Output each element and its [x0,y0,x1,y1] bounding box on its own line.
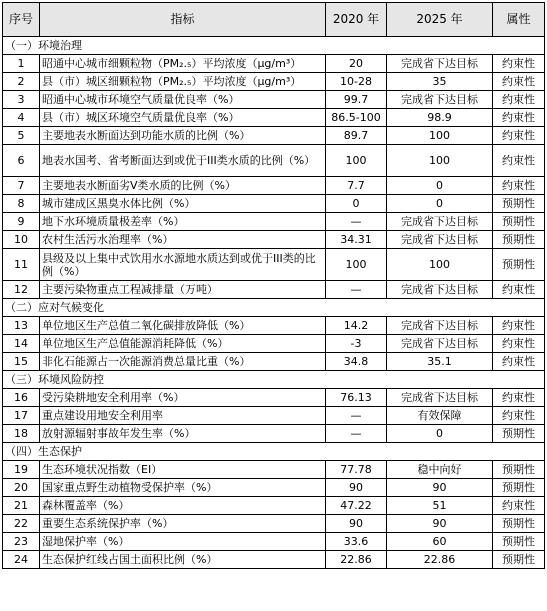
table-row [3,551,545,569]
row-value-2025: 0 [387,425,493,443]
row-value-2020: 0 [326,195,387,213]
table-row [3,195,545,213]
row-indicator: 县（市）城区细颗粒物（PM₂.₅）平均浓度（μg/m³） [40,73,326,91]
row-index: 21 [3,497,40,515]
row-attribute: 预期性 [493,515,545,533]
row-attribute: 预期性 [493,479,545,497]
row-value-2020: 14.2 [326,317,387,335]
row-index: 7 [3,177,40,195]
row-index: 3 [3,91,40,109]
row-indicator: 生态环境状况指数（EI） [40,461,326,479]
header-2020: 2020 年 [326,3,387,37]
row-index: 9 [3,213,40,231]
row-value-2020: 34.31 [326,231,387,249]
row-value-2025: 100 [387,127,493,145]
table-row [3,73,545,91]
row-indicator: 主要地表水断面达到功能水质的比例（%） [40,127,326,145]
row-value-2020: 33.6 [326,533,387,551]
section-row [3,37,545,55]
row-value-2025: 完成省下达目标 [387,213,493,231]
row-value-2020: 34.8 [326,353,387,371]
row-attribute: 约束性 [493,91,545,109]
row-attribute: 约束性 [493,73,545,91]
row-index: 24 [3,551,40,569]
row-attribute: 预期性 [493,231,545,249]
row-attribute: 约束性 [493,281,545,299]
row-value-2020: 77.78 [326,461,387,479]
row-value-2020: — [326,213,387,231]
row-indicator: 主要地表水断面劣V类水质的比例（%） [40,177,326,195]
row-attribute: 预期性 [493,213,545,231]
row-value-2025: 完成省下达目标 [387,317,493,335]
table-row [3,461,545,479]
row-indicator: 单位地区生产总值能源消耗降低（%） [40,335,326,353]
row-index: 5 [3,127,40,145]
row-value-2020: 90 [326,515,387,533]
section-title: （三）环境风险防控 [3,371,545,389]
row-value-2025: 0 [387,177,493,195]
row-value-2025: 完成省下达目标 [387,55,493,73]
table-row [3,515,545,533]
table-row [3,407,545,425]
table-row [3,497,545,515]
row-attribute: 约束性 [493,127,545,145]
row-attribute: 约束性 [493,335,545,353]
row-index: 4 [3,109,40,127]
row-value-2025: 稳中向好 [387,461,493,479]
row-indicator: 农村生活污水治理率（%） [40,231,326,249]
row-index: 16 [3,389,40,407]
row-attribute: 约束性 [493,177,545,195]
row-attribute: 预期性 [493,533,545,551]
row-value-2020: -3 [326,335,387,353]
row-index: 15 [3,353,40,371]
section-row [3,443,545,461]
row-index: 2 [3,73,40,91]
header-row [3,3,545,37]
row-value-2020: 99.7 [326,91,387,109]
header-2025: 2025 年 [387,3,493,37]
row-indicator: 森林覆盖率（%） [40,497,326,515]
row-value-2025: 35 [387,73,493,91]
row-value-2025: 100 [387,145,493,177]
row-value-2020: 7.7 [326,177,387,195]
row-value-2020: 76.13 [326,389,387,407]
row-value-2025: 90 [387,479,493,497]
header-attribute: 属性 [493,3,545,37]
header-index: 序号 [3,3,40,37]
row-index: 6 [3,145,40,177]
row-index: 1 [3,55,40,73]
section-title: （四）生态保护 [3,443,545,461]
row-indicator: 放射源辐射事故年发生率（%） [40,425,326,443]
row-indicator: 主要污染物重点工程减排量（万吨） [40,281,326,299]
row-indicator: 重点建设用地安全利用率 [40,407,326,425]
row-attribute: 约束性 [493,497,545,515]
row-attribute: 约束性 [493,145,545,177]
row-value-2025: 90 [387,515,493,533]
table-row [3,55,545,73]
row-index: 17 [3,407,40,425]
section-row [3,299,545,317]
table-row [3,479,545,497]
section-row [3,371,545,389]
row-value-2025: 有效保障 [387,407,493,425]
row-index: 12 [3,281,40,299]
table-row [3,335,545,353]
row-value-2020: 20 [326,55,387,73]
row-indicator: 昭通中心城市细颗粒物（PM₂.₅）平均浓度（μg/m³） [40,55,326,73]
row-index: 8 [3,195,40,213]
row-value-2025: 51 [387,497,493,515]
row-attribute: 约束性 [493,55,545,73]
row-value-2025: 0 [387,195,493,213]
table-row [3,353,545,371]
row-attribute: 约束性 [493,407,545,425]
row-indicator: 地下水环境质量极差率（%） [40,213,326,231]
section-title: （二）应对气候变化 [3,299,545,317]
table-row [3,231,545,249]
row-indicator: 县（市）城区环境空气质量优良率（%） [40,109,326,127]
row-value-2025: 98.9 [387,109,493,127]
row-indicator: 城市建成区黑臭水体比例（%） [40,195,326,213]
row-index: 19 [3,461,40,479]
row-indicator: 地表水国考、省考断面达到或优于III类水质的比例（%） [40,145,326,177]
table-row [3,281,545,299]
row-value-2025: 100 [387,249,493,281]
row-index: 11 [3,249,40,281]
row-attribute: 约束性 [493,317,545,335]
table-body [3,37,545,569]
row-value-2020: 100 [326,145,387,177]
row-indicator: 县级及以上集中式饮用水水源地水质达到或优于III类的比例（%） [40,249,326,281]
row-indicator: 重要生态系统保护率（%） [40,515,326,533]
row-attribute: 预期性 [493,195,545,213]
indicator-table [2,2,545,569]
row-value-2020: 100 [326,249,387,281]
table-row [3,145,545,177]
row-value-2020: — [326,407,387,425]
row-value-2025: 22.86 [387,551,493,569]
row-value-2025: 35.1 [387,353,493,371]
row-indicator: 湿地保护率（%） [40,533,326,551]
row-value-2025: 完成省下达目标 [387,389,493,407]
row-attribute: 约束性 [493,389,545,407]
row-value-2020: — [326,281,387,299]
table-row [3,389,545,407]
row-indicator: 单位地区生产总值二氧化碳排放降低（%） [40,317,326,335]
row-value-2025: 完成省下达目标 [387,91,493,109]
row-attribute: 预期性 [493,551,545,569]
row-value-2020: 10-28 [326,73,387,91]
table-row [3,249,545,281]
row-indicator: 昭通中心城市环境空气质量优良率（%） [40,91,326,109]
row-attribute: 预期性 [493,425,545,443]
table-row [3,109,545,127]
section-title: （一）环境治理 [3,37,545,55]
row-attribute: 预期性 [493,249,545,281]
row-index: 20 [3,479,40,497]
indicator-table-container [2,2,545,569]
row-attribute: 约束性 [493,109,545,127]
row-value-2020: 86.5-100 [326,109,387,127]
header-indicator: 指标 [40,3,326,37]
row-index: 23 [3,533,40,551]
row-value-2020: 89.7 [326,127,387,145]
row-value-2025: 完成省下达目标 [387,335,493,353]
row-value-2020: 90 [326,479,387,497]
row-attribute: 预期性 [493,461,545,479]
row-value-2020: — [326,425,387,443]
table-header [3,3,545,37]
row-attribute: 约束性 [493,353,545,371]
row-index: 10 [3,231,40,249]
row-value-2025: 60 [387,533,493,551]
table-row [3,425,545,443]
table-row [3,533,545,551]
table-row [3,213,545,231]
row-indicator: 生态保护红线占国土面积比例（%） [40,551,326,569]
row-indicator: 国家重点野生动植物受保护率（%） [40,479,326,497]
row-value-2020: 47.22 [326,497,387,515]
table-row [3,91,545,109]
table-row [3,127,545,145]
row-index: 18 [3,425,40,443]
row-value-2025: 完成省下达目标 [387,231,493,249]
row-value-2020: 22.86 [326,551,387,569]
row-index: 13 [3,317,40,335]
row-index: 14 [3,335,40,353]
row-value-2025: 完成省下达目标 [387,281,493,299]
table-row [3,317,545,335]
row-indicator: 非化石能源占一次能源消费总量比重（%） [40,353,326,371]
row-index: 22 [3,515,40,533]
table-row [3,177,545,195]
row-indicator: 受污染耕地安全利用率（%） [40,389,326,407]
